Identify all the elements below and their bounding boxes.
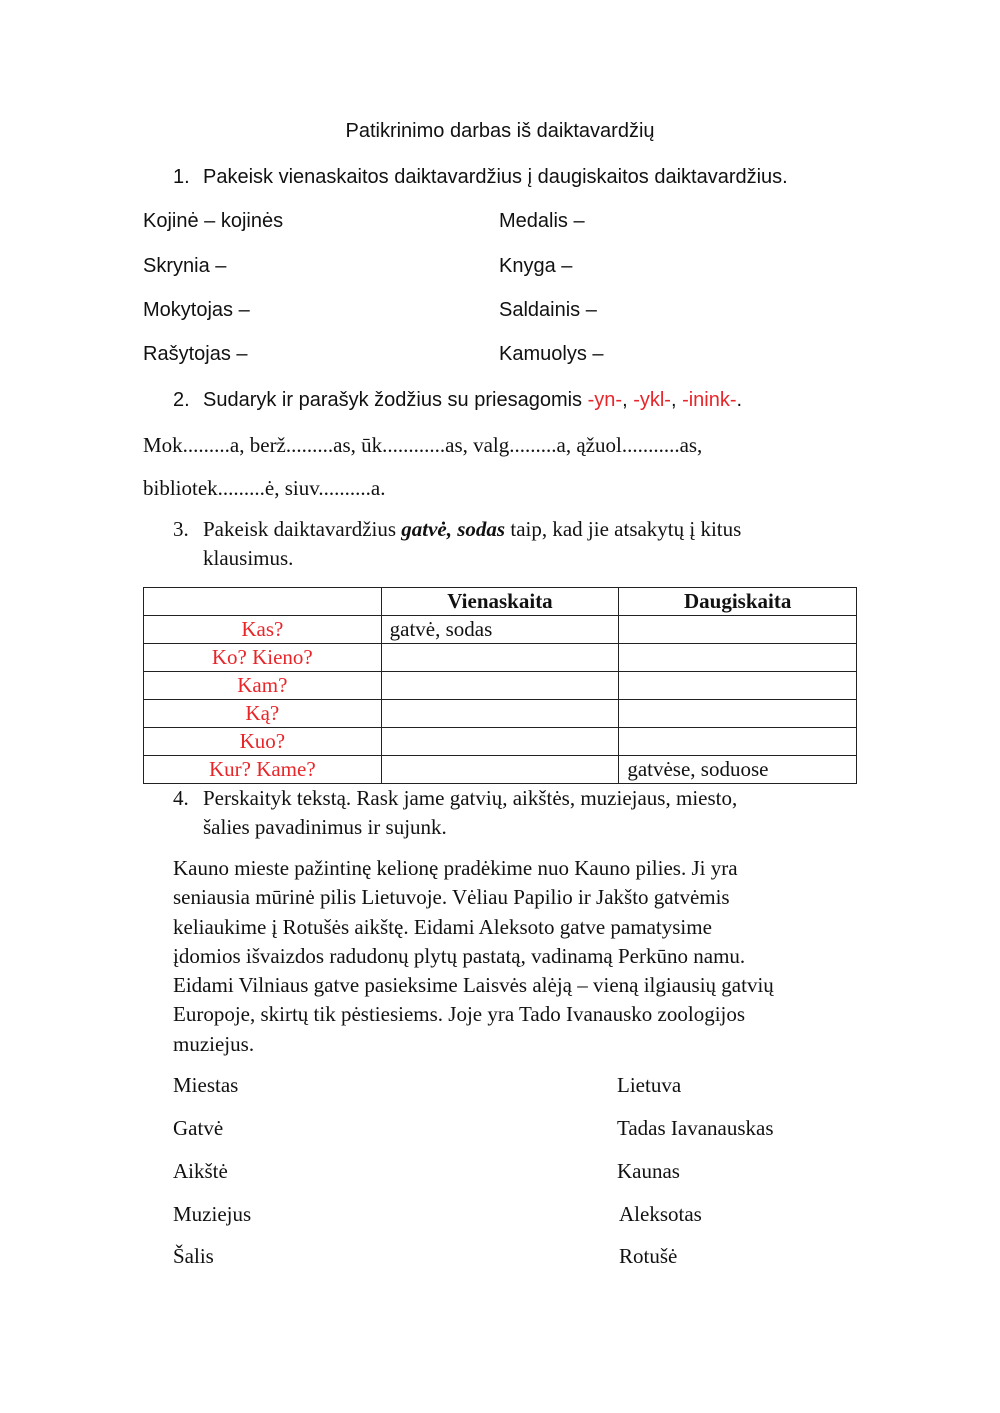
task3-text-after: taip, kad jie atsakytų į kitus (505, 517, 742, 541)
singular-cell (381, 672, 619, 700)
plural-cell (619, 728, 857, 756)
paragraph-line: keliaukime į Rotušės aikštę. Eidami Aleksoto gatve pamatysime (173, 914, 712, 939)
table-row (144, 700, 857, 728)
task2-sep: , (622, 389, 634, 411)
task1-left-item: Rašytojas – (143, 343, 248, 365)
singular-cell (381, 644, 619, 672)
task2-words-line: Mok.........a, berž.........as, ūk............as, valg.........a, ąžuol...........as, (143, 433, 703, 457)
match-left-item: Aikštė (173, 1159, 228, 1183)
question-cell: Kas? (144, 616, 382, 644)
table-row (144, 756, 857, 784)
paragraph-line: įdomios išvaizdos radudonų plytų pastatą, vadinamą Perkūno namu. (173, 943, 746, 968)
task2-words-line: bibliotek.........ė, siuv..........a. (143, 476, 386, 500)
task1-heading (173, 166, 788, 189)
match-left-item: Gatvė (173, 1116, 224, 1140)
plural-cell (619, 672, 857, 700)
singular-cell: gatvė, sodas (381, 616, 619, 644)
table-row (144, 616, 857, 644)
match-right-item: Lietuva (617, 1073, 682, 1097)
reading-paragraph (173, 854, 863, 1059)
table-row (144, 644, 857, 672)
table-header-cell (144, 588, 382, 616)
suffix-yn: -yn- (587, 389, 623, 411)
task2-number: 2. (173, 389, 190, 411)
task4-text-line2: šalies pavadinimus ir sujunk. (203, 815, 447, 839)
question-cell: Kam? (144, 672, 382, 700)
plural-cell (619, 616, 857, 644)
task1-left-item: Skrynia – (143, 255, 227, 277)
task1-left-item: Mokytojas – (143, 299, 250, 321)
match-left-item: Šalis (173, 1244, 214, 1268)
paragraph-line: Kauno mieste pažintinę kelionę pradėkime nuo Kauno pilies. Ji yra (173, 856, 738, 880)
task3-text-line2: klausimus. (203, 546, 294, 570)
table-header-cell: Vienaskaita (381, 588, 619, 616)
task1-right-item: Knyga – (499, 255, 573, 277)
page-title: Patikrinimo darbas iš daiktavardžių (345, 120, 655, 142)
task3-text-before: Pakeisk daiktavardžius (203, 517, 402, 541)
match-right-item: Kaunas (617, 1159, 680, 1183)
task2-text: Sudaryk ir parašyk žodžius su priesagomis (203, 389, 588, 411)
match-left-item: Miestas (173, 1073, 239, 1097)
plural-cell: gatvėse, soduose (619, 756, 857, 784)
task1-right-item: Saldainis – (499, 299, 597, 321)
match-right-item: Tadas Iavanauskas (617, 1116, 774, 1140)
match-left-item: Muziejus (173, 1202, 252, 1226)
table-header-row (144, 588, 857, 616)
plural-cell (619, 700, 857, 728)
task1-number: 1. (173, 166, 190, 188)
singular-cell (381, 756, 619, 784)
paragraph-line: seniausia mūrinė pilis Lietuvoje. Vėliau Papilio ir Jakšto gatvėmis (173, 885, 730, 910)
task3-heading (173, 517, 741, 542)
paragraph-line: Eidami Vilniaus gatve pasieksime Laisvės alėją – vieną ilgiausių gatvių (173, 973, 774, 998)
task3-number: 3. (173, 517, 189, 541)
singular-cell (381, 700, 619, 728)
task1-left-item: Kojinė – kojinės (143, 210, 284, 232)
paragraph-line: muziejus. (173, 1031, 255, 1056)
task4-text: Perskaityk tekstą. Rask jame gatvių, aikštės, muziejaus, miesto, (203, 786, 738, 810)
singular-cell (381, 728, 619, 756)
table-header-cell: Daugiskaita (619, 588, 857, 616)
question-cell: Kur? Kame? (144, 756, 382, 784)
question-cell: Ką? (144, 700, 382, 728)
suffix-inink: -inink- (682, 389, 737, 411)
task2-end: . (736, 389, 743, 411)
task1-right-item: Medalis – (499, 210, 585, 232)
cases-table (143, 587, 857, 784)
task2-sep: , (670, 389, 683, 411)
task1-right-item: Kamuolys – (499, 343, 604, 365)
task2-heading (173, 389, 742, 412)
plural-cell (619, 644, 857, 672)
question-cell: Kuo? (144, 728, 382, 756)
match-right-item: Aleksotas (619, 1202, 702, 1226)
suffix-ykl: -ykl- (633, 389, 671, 411)
task4-number: 4. (173, 786, 189, 810)
paragraph-line: Europoje, skirtų tik pėstiesiems. Joje yra Tado Ivanausko zoologijos (173, 1002, 746, 1027)
task1-text: Pakeisk vienaskaitos daiktavardžius į daugiskaitos daiktavardžius. (203, 166, 788, 188)
table-row (144, 672, 857, 700)
table-row (144, 728, 857, 756)
match-right-item: Rotušė (619, 1244, 678, 1268)
task4-heading (173, 786, 737, 811)
question-cell: Ko? Kieno? (144, 644, 382, 672)
task3-emphasis: gatvė, sodas (401, 517, 506, 541)
